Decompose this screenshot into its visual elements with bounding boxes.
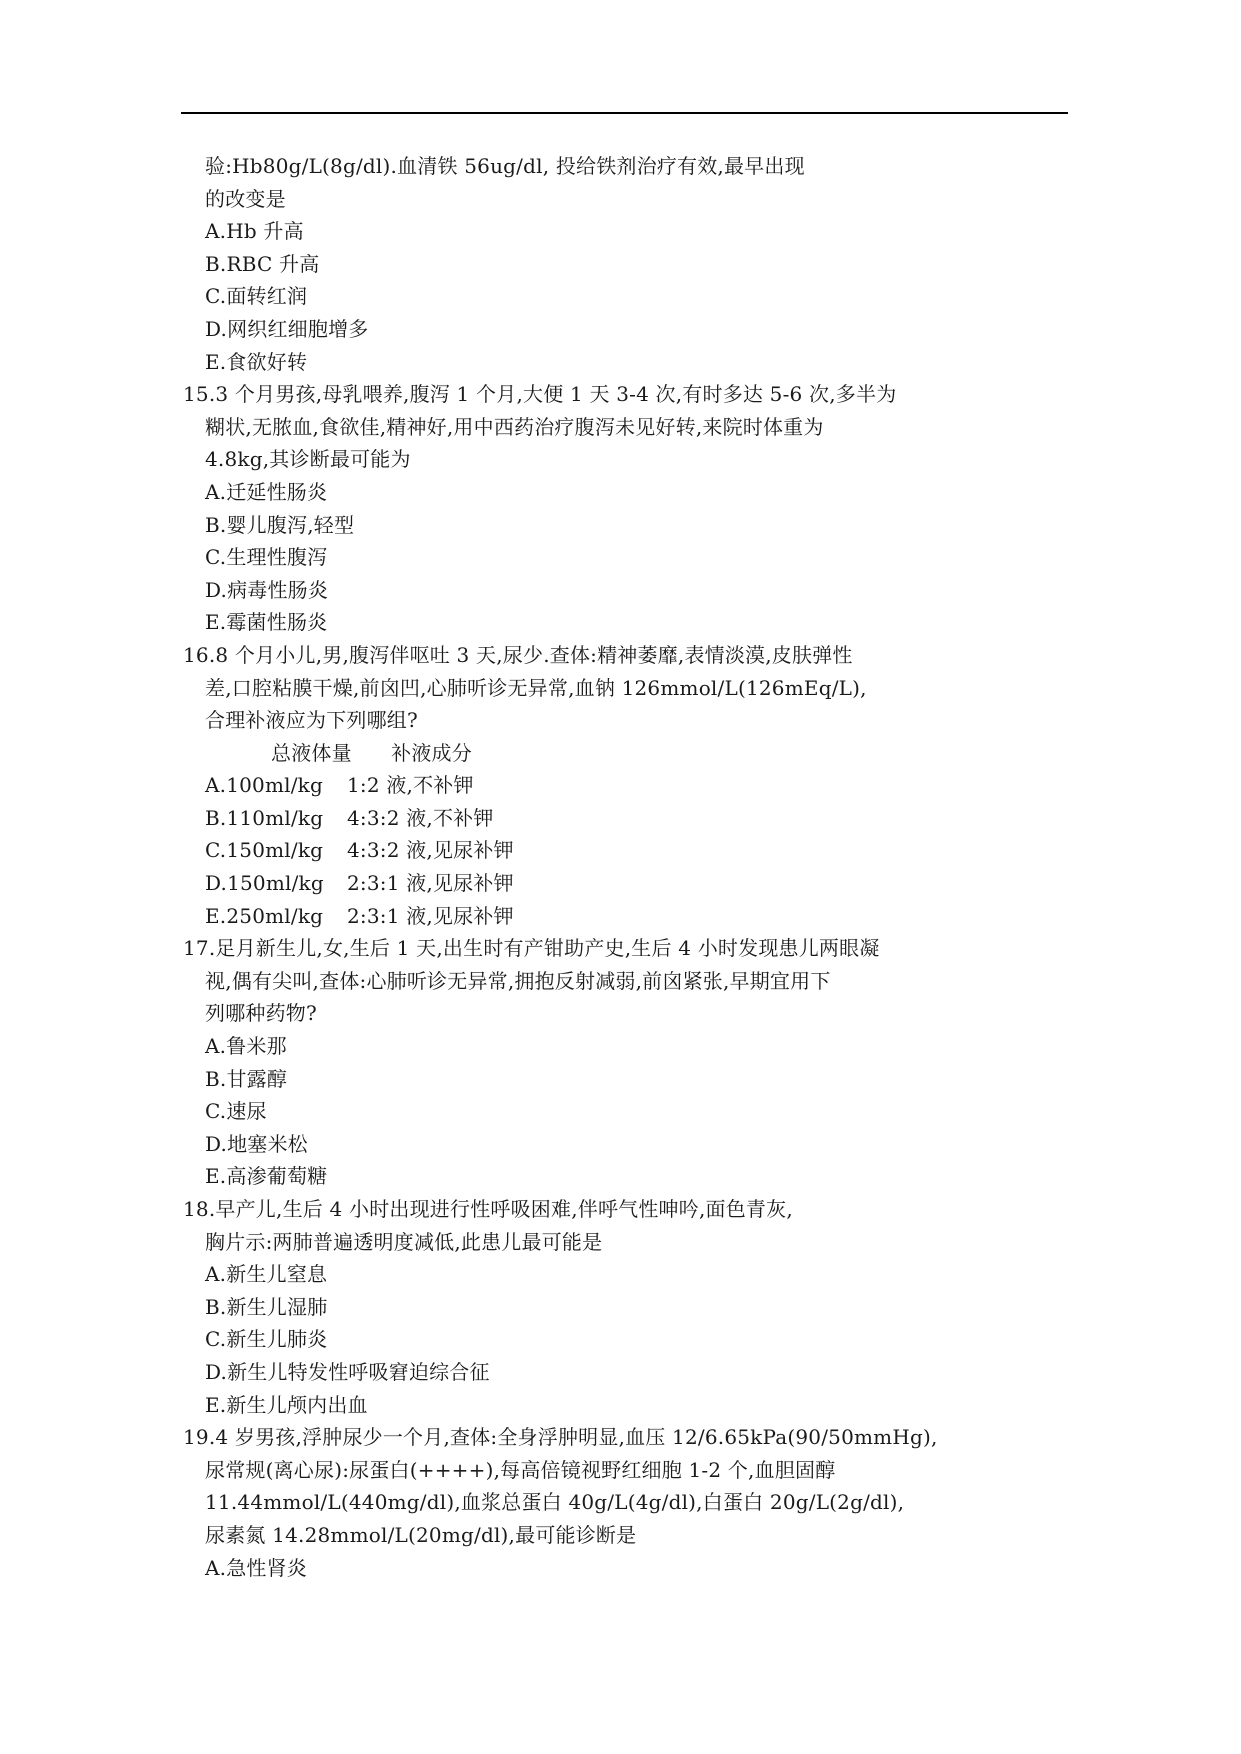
question-16 [183,639,1063,932]
answer-option: B.婴儿腹泻,轻型 [205,512,355,537]
answer-option: C.新生儿肺炎 [205,1327,328,1352]
answer-option: B.甘露醇 [205,1066,288,1091]
option-composition: 1:2 液,不补钾 [347,773,474,798]
question-stem-line: 11.44mmol/L(440mg/dl),血浆总蛋白 40g/L(4g/dl),白蛋白 20g/L(2g/dl), [205,1490,905,1515]
answer-option: D.地塞米松 [205,1131,308,1156]
answer-option: D.网织红细胞增多 [205,316,369,341]
question-stem-line: 差,口腔粘膜干燥,前囟凹,心肺听诊无异常,血钠 126mmol/L(126mEq/L), [205,675,867,700]
option-table-header: 总液体量 补液成分 [271,740,472,765]
option-volume: E.250ml/kg [205,903,324,928]
answer-option: A.迁延性肠炎 [205,479,328,504]
option-composition: 4:3:2 液,见尿补钾 [347,838,514,863]
question-18 [183,1193,1063,1421]
answer-option [183,769,1063,802]
option-composition: 2:3:1 液,见尿补钾 [347,871,514,896]
option-volume: C.150ml/kg [205,838,324,863]
question-stem-line: 列哪种药物? [205,1001,317,1026]
question-stem-line: 合理补液应为下列哪组? [205,708,418,733]
option-composition: 4:3:2 液,不补钾 [347,805,494,830]
answer-option: E.霉菌性肠炎 [205,610,328,635]
answer-option: A.Hb 升高 [205,219,304,244]
header-rule [181,112,1068,114]
answer-option: E.新生儿颅内出血 [205,1392,368,1417]
question-14 [183,150,1063,378]
answer-option: E.高渗葡萄糖 [205,1164,328,1189]
answer-option [183,867,1063,900]
answer-option [183,834,1063,867]
option-volume: B.110ml/kg [205,805,324,830]
answer-option: C.面转红润 [205,284,308,309]
question-stem-line: 视,偶有尖叫,查体:心肺听诊无异常,拥抱反射减弱,前囟紧张,早期宜用下 [205,968,831,993]
question-stem-line: 尿常规(离心尿):尿蛋白(++++),每高倍镜视野红细胞 1-2 个,血胆固醇 [205,1457,836,1482]
answer-option: E.食欲好转 [205,349,308,374]
question-stem-line: 胸片示:两肺普遍透明度减低,此患儿最可能是 [205,1229,603,1254]
option-volume: A.100ml/kg [205,773,323,798]
answer-option: A.鲁米那 [205,1034,287,1059]
question-17 [183,932,1063,1193]
question-stem-line: 18.早产儿,生后 4 小时出现进行性呼吸困难,伴呼气性呻吟,面色青灰, [183,1197,793,1221]
question-19 [183,1421,1063,1584]
answer-option: D.新生儿特发性呼吸窘迫综合征 [205,1359,490,1384]
page-content [183,150,1063,1584]
answer-option: B.新生儿湿肺 [205,1294,328,1319]
answer-option: C.生理性腹泻 [205,545,328,570]
question-stem-line: 的改变是 [205,186,286,211]
question-stem-line: 4.8kg,其诊断最可能为 [205,447,411,472]
question-stem-line: 16.8 个月小儿,男,腹泻伴呕吐 3 天,尿少.查体:精神萎靡,表情淡漠,皮肤弹性 [183,642,853,667]
answer-option: C.速尿 [205,1099,267,1124]
option-composition: 2:3:1 液,见尿补钾 [347,903,514,928]
answer-option: D.病毒性肠炎 [205,577,329,602]
answer-option: B.RBC 升高 [205,251,320,276]
question-stem-line: 糊状,无脓血,食欲佳,精神好,用中西药治疗腹泻未见好转,来院时体重为 [205,414,824,439]
answer-option: A.新生儿窒息 [205,1262,328,1287]
answer-option [183,802,1063,835]
answer-option: A.急性肾炎 [205,1555,308,1580]
question-stem-line: 验:Hb80g/L(8g/dl).血清铁 56ug/dl, 投给铁剂治疗有效,最早出现 [205,154,805,178]
question-15 [183,378,1063,639]
question-stem-line: 15.3 个月男孩,母乳喂养,腹泻 1 个月,大便 1 天 3-4 次,有时多达 5-6 次,多半为 [183,382,897,407]
question-stem-line: 19.4 岁男孩,浮肿尿少一个月,查体:全身浮肿明显,血压 12/6.65kPa(90/50mmHg), [183,1425,938,1450]
question-stem-line: 尿素氮 14.28mmol/L(20mg/dl),最可能诊断是 [205,1522,637,1547]
answer-option [183,900,1063,933]
option-volume: D.150ml/kg [205,871,324,896]
question-stem-line: 17.足月新生儿,女,生后 1 天,出生时有产钳助产史,生后 4 小时发现患儿两眼凝 [183,936,880,961]
